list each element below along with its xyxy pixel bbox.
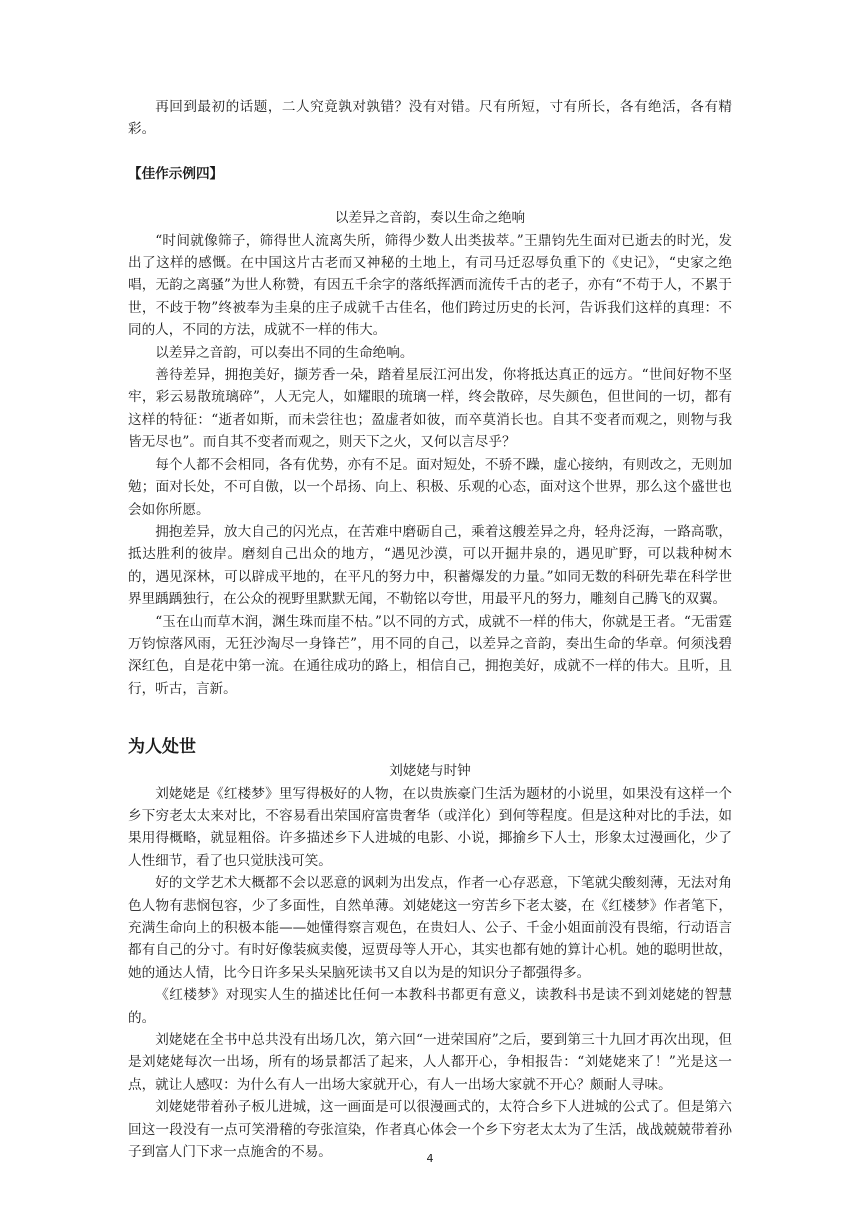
article-paragraph-5: 刘姥姥带着孙子板儿进城，这一画面是可以很漫画式的，太符合乡下人进城的公式了。但是第六回这一段没有一点可笑滑稽的夸张渲染，作者真心体会一个乡下穷老太太为了生活，战战兢兢带着孙子到富人门下求一点施舍的不易。 <box>128 1099 732 1161</box>
example-label: 【佳作示例四】 <box>128 165 224 182</box>
section-heading: 为人处世 <box>128 737 196 758</box>
essay-paragraph-6: “玉在山而草木润，渊生珠而崖不枯。”以不同的方式，成就不一样的伟大，你就是王者。“无雷霆万钧惊落风雨，无狂沙淘尽一身锋芒”，用不同的自己，以差异之音韵，奏出生命的华章。何须浅碧深红色，自是花中第一流。在通往成功的路上，相信自己，拥抱美好，成就不一样的伟大。且听，且行，听古，言新。 <box>128 613 732 697</box>
essay-paragraph-3: 善待差异，拥抱美好，撷芳香一朵，踏着星辰江河出发，你将抵达真正的远方。“世间好物不坚牢，彩云易散琉璃碎”，人无完人，如耀眼的琉璃一样，终会散碎，尽失颜色，但世间的一切，都有这样的特征：“逝者如斯，而未尝往也；盈虚者如彼，而卒莫消长也。自其不变者而观之，则物与我皆无尽也”。而自其不变者而观之，则天下之火，又何以言尽乎？ <box>128 367 732 451</box>
essay-paragraph-1: “时间就像筛子，筛得世人流离失所，筛得少数人出类拔萃。”王鼎钧先生面对已逝去的时光，发出了这样的感慨。在中国这片古老而又神秘的土地上，有司马迁忍辱负重下的《史记》，“史家之绝唱，无韵之离骚”为世人称赞，有因五千余字的落纸挥洒而流传千古的老子，亦有“不苟于人，不累于世，不歧于物”终被奉为圭臬的庄子成就千古佳名，他们跨过历史的长河，告诉我们这样的真理：不同的人，不同的方法，成就不一样的伟大。 <box>128 232 732 339</box>
article-paragraph-1: 刘姥姥是《红楼梦》里写得极好的人物，在以贵族豪门生活为题材的小说里，如果没有这样一个乡下穷老太太来对比，不容易看出荣国府富贵奢华（或洋化）到何等程度。但是这种对比的手法，如果用得概略，就显粗俗。许多描述乡下人进城的电影、小说，揶揄乡下人士，形象太过漫画化，少了人性细节，看了也只觉肤浅可笑。 <box>128 785 732 869</box>
intro-paragraph: 再回到最初的话题，二人究竟孰对孰错？没有对错。尺有所短，寸有所长，各有绝活，各有精彩。 <box>128 99 732 138</box>
page-content <box>128 96 732 1163</box>
essay-paragraph-5: 拥抱差异，放大自己的闪光点，在苦难中磨砺自己，乘着这艘差异之舟，轻舟泛海，一路高歌，抵达胜利的彼岸。磨刻自己出众的地方，“遇见沙漠，可以开掘井泉的，遇见旷野，可以栽种树木的，遇见深林，可以辟成平地的，在平凡的努力中，积蓄爆发的力量。”如同无数的科研先辈在科学世界里踽踽独行，在公众的视野里默默无闻，不勒铭以夸世，用最平凡的努力，雕刻自己腾飞的双翼。 <box>128 523 732 608</box>
essay-paragraph-4: 每个人都不会相同，各有优势，亦有不足。面对短处，不骄不躁，虚心接纳，有则改之，无则加勉；面对长处，不可自傲，以一个昂扬、向上、积极、乐观的心态，面对这个世界，那么这个盛世也会如你所愿。 <box>128 456 732 518</box>
article-paragraph-4: 刘姥姥在全书中总共没有出场几次，第六回“一进荣国府”之后，要到第三十九回才再次出现，但是刘姥姥每次一出场，所有的场景都活了起来，人人都开心，争相报告：“刘姥姥来了！”光是这一点，就让人感叹：为什么有人一出场大家就开心，有人一出场大家就不开心？颇耐人寻味。 <box>128 1032 732 1093</box>
page-number: 4 <box>426 1152 434 1165</box>
essay-title: 以差异之音韵，奏以生命之绝响 <box>334 210 526 227</box>
essay-paragraph-2: 以差异之音韵，可以奏出不同的生命绝响。 <box>155 344 414 361</box>
article-paragraph-2: 好的文学艺术大概都不会以恶意的讽刺为出发点，作者一心存恶意，下笔就尖酸刻薄，无法对角色人物有悲悯包容，少了多面性，自然单薄。刘姥姥这一穷苦乡下老太婆，在《红楼梦》作者笔下，充满生命向上的积极本能——她懂得察言观色，在贵妇人、公子、千金小姐面前没有畏缩，行动语言都有自己的分寸。有时好像装疯卖傻，逗贾母等人开心，其实也都有她的算计心机。她的聪明世故，她的通达人情，比今日许多呆头呆脑死读书又自以为是的知识分子都强得多。 <box>128 875 732 981</box>
article-paragraph-3: 《红楼梦》对现实人生的描述比任何一本教科书都更有意义，读教科书是读不到刘姥姥的智慧的。 <box>128 987 732 1026</box>
article-title: 刘姥姥与时钟 <box>389 763 471 780</box>
